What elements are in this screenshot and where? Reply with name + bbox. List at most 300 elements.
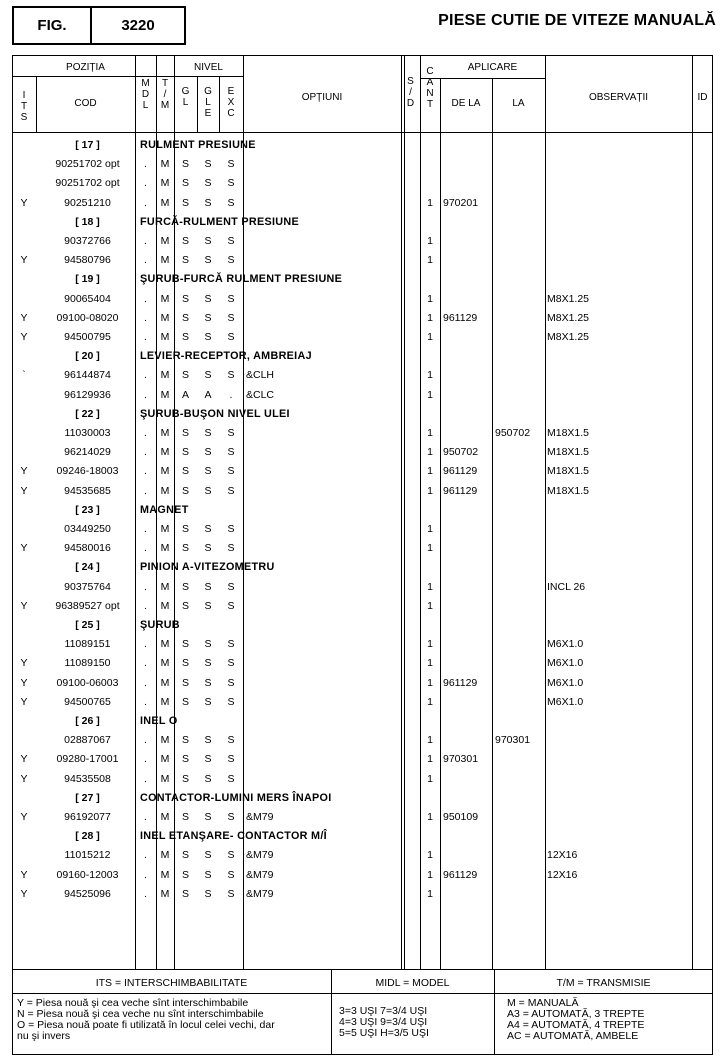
cell-obs: 12X16 xyxy=(547,869,578,881)
group-number: [ 25 ] xyxy=(75,619,100,631)
cell-de-la: 961129 xyxy=(443,869,478,881)
cell-mdl: . xyxy=(144,542,147,554)
header-id: ID xyxy=(697,92,708,103)
cell-mdl: . xyxy=(144,696,147,708)
cell-gle: S xyxy=(204,369,212,381)
cell-gle: S xyxy=(204,657,212,669)
cell-obs: M18X1.5 xyxy=(547,465,590,477)
cell-mdl: . xyxy=(144,312,147,324)
cell-tm: M xyxy=(160,600,170,612)
cell-tm: M xyxy=(160,888,170,900)
cell-gle: S xyxy=(204,427,212,439)
cell-its: Y xyxy=(20,869,28,881)
cell-cod: 94500795 xyxy=(64,331,111,343)
cell-mdl: . xyxy=(144,849,147,861)
cell-cant: 1 xyxy=(427,197,433,209)
cell-tm: M xyxy=(160,869,170,881)
cell-exc: S xyxy=(227,331,235,343)
cell-gle: S xyxy=(204,235,212,247)
legend-tm-title: T/M = TRANSMISIE xyxy=(556,977,651,989)
cell-gle: S xyxy=(204,293,212,305)
cell-its: ` xyxy=(22,369,26,381)
cell-tm: M xyxy=(160,465,170,477)
cell-obs: M6X1.0 xyxy=(547,657,584,669)
cell-its: Y xyxy=(20,657,28,669)
group-number: [ 17 ] xyxy=(75,139,100,151)
group-number: [ 19 ] xyxy=(75,273,100,285)
cell-exc: S xyxy=(227,811,235,823)
legend-tm-line: AC = AUTOMATĂ, AMBELE xyxy=(507,1030,639,1042)
cell-obs: M18X1.5 xyxy=(547,485,590,497)
cell-its: Y xyxy=(20,312,28,324)
cell-exc: S xyxy=(227,638,235,650)
header-cod: COD xyxy=(74,98,97,109)
cell-cant: 1 xyxy=(427,849,433,861)
cell-cant: 1 xyxy=(427,331,433,343)
cell-gle: S xyxy=(204,600,212,612)
cell-cod: 02887067 xyxy=(64,734,111,746)
cell-exc: S xyxy=(227,753,235,765)
cell-gl: S xyxy=(181,677,189,689)
cell-cant: 1 xyxy=(427,523,433,535)
cell-exc: S xyxy=(227,888,235,900)
legend-mdl-line: 4=3 UŞI 9=3/4 UŞI xyxy=(339,1016,428,1028)
cell-obs: M6X1.0 xyxy=(547,677,584,689)
cell-mdl: . xyxy=(144,235,147,247)
cell-cant: 1 xyxy=(427,638,433,650)
cell-gl: S xyxy=(181,158,189,170)
cell-de-la: 950109 xyxy=(443,811,479,823)
cell-exc: S xyxy=(227,197,235,209)
cell-cod: 09100-06003 xyxy=(56,677,119,689)
cell-cod: 11089151 xyxy=(64,638,111,650)
cell-tm: M xyxy=(160,773,170,785)
cell-its: Y xyxy=(20,888,28,900)
cell-cod: 96389527 opt xyxy=(55,600,120,612)
cell-gle: S xyxy=(204,869,212,881)
cell-cod: 09100-08020 xyxy=(56,312,119,324)
cell-gle: S xyxy=(204,254,212,266)
cell-gl: S xyxy=(181,869,189,881)
cell-cant: 1 xyxy=(427,465,433,477)
cell-gl: S xyxy=(181,312,189,324)
cell-its: Y xyxy=(20,542,28,554)
cell-gl: S xyxy=(181,369,189,381)
cell-cant: 1 xyxy=(427,869,433,881)
cell-gl: S xyxy=(181,888,189,900)
cell-tm: M xyxy=(160,158,170,170)
cell-tm: M xyxy=(160,389,170,401)
cell-its: Y xyxy=(20,773,28,785)
cell-cant: 1 xyxy=(427,389,433,401)
legend-its-line: O = Piesa nouă poate fi utilizată în locul celei vechi, dar xyxy=(17,1019,275,1031)
legend-mdl-title: MIDL = MODEL xyxy=(375,977,450,989)
group-number: [ 26 ] xyxy=(75,715,100,727)
cell-gl: S xyxy=(181,427,189,439)
cell-exc: S xyxy=(227,177,235,189)
group-number: [ 18 ] xyxy=(75,216,100,228)
cell-gle: S xyxy=(204,446,212,458)
cell-gle: S xyxy=(204,849,212,861)
legend-its-list xyxy=(17,998,329,1042)
cell-gl: S xyxy=(181,465,189,477)
cell-exc: S xyxy=(227,158,235,170)
cell-exc: S xyxy=(227,312,235,324)
legend-tm-line: A3 = AUTOMATĂ, 3 TREPTE xyxy=(507,1008,645,1020)
cell-cod: 94500765 xyxy=(64,696,111,708)
cell-cant: 1 xyxy=(427,427,433,439)
cell-exc: S xyxy=(227,369,235,381)
cell-cant: 1 xyxy=(427,773,433,785)
cell-cant: 1 xyxy=(427,485,433,497)
header-cant: C A N T xyxy=(426,66,434,110)
cell-gle: S xyxy=(204,312,212,324)
cell-mdl: . xyxy=(144,638,147,650)
cell-cod: 96129936 xyxy=(64,389,111,401)
cell-tm: M xyxy=(160,638,170,650)
cell-tm: M xyxy=(160,581,170,593)
cell-cant: 1 xyxy=(427,696,433,708)
cell-cod: 03449250 xyxy=(64,523,111,535)
cell-gl: S xyxy=(181,581,189,593)
cell-its: Y xyxy=(20,254,28,266)
cell-cant: 1 xyxy=(427,811,433,823)
cell-gle: S xyxy=(204,638,212,650)
cell-mdl: . xyxy=(144,581,147,593)
cell-cod: 94525096 xyxy=(64,888,111,900)
cell-gle: S xyxy=(204,197,212,209)
cell-cod: 90375764 xyxy=(64,581,111,593)
cell-cod: 94535685 xyxy=(64,485,111,497)
cell-gle: S xyxy=(204,465,212,477)
cell-exc: S xyxy=(227,773,235,785)
legend-its-line: N = Piesa nouă şi cea veche nu sînt interschimbabile xyxy=(17,1008,264,1020)
cell-gle: S xyxy=(204,888,212,900)
cell-gle: S xyxy=(204,581,212,593)
cell-obs: M8X1.25 xyxy=(547,331,590,343)
cell-cod: 90065404 xyxy=(64,293,111,305)
legend-its-title: ITS = INTERSCHIMBABILITATE xyxy=(95,977,248,989)
cell-exc: S xyxy=(227,542,235,554)
cell-gle: S xyxy=(204,677,212,689)
header-observatii: OBSERVAȚII xyxy=(588,92,649,103)
cell-gl: S xyxy=(181,638,189,650)
legend-its-line: Y = Piesa nouă şi cea veche sînt interschimbabile xyxy=(17,997,249,1009)
cell-tm: M xyxy=(160,177,170,189)
cell-mdl: . xyxy=(144,657,147,669)
legend-mdl-line: 3=3 UŞI 7=3/4 UŞI xyxy=(339,1005,428,1017)
cell-mdl: . xyxy=(144,811,147,823)
cell-tm: M xyxy=(160,369,170,381)
group-number: [ 23 ] xyxy=(75,504,100,516)
cell-mdl: . xyxy=(144,369,147,381)
cell-obs: INCL 26 xyxy=(547,581,586,593)
cell-de-la: 961129 xyxy=(443,677,478,689)
header-its: I T S xyxy=(20,90,28,123)
cell-tm: M xyxy=(160,485,170,497)
cell-obs: M18X1.5 xyxy=(547,446,590,458)
cell-tm: M xyxy=(160,811,170,823)
cell-cod: 09246-18003 xyxy=(56,465,119,477)
header-de-la: DE LA xyxy=(451,98,481,109)
cell-its: Y xyxy=(20,465,28,477)
cell-gle: S xyxy=(204,696,212,708)
cell-exc: S xyxy=(227,254,235,266)
group-name: ŞURUB-FURCĂ RULMENT PRESIUNE xyxy=(140,273,343,285)
page-title: PIESE CUTIE DE VITEZE MANUALĂ xyxy=(438,12,716,29)
legend-tm-line: M = MANUALĂ xyxy=(507,997,579,1009)
header-gl: G L xyxy=(181,86,190,108)
group-name: PINION A-VITEZOMETRU xyxy=(140,561,275,573)
fig-number-box xyxy=(90,6,186,45)
cell-its: Y xyxy=(20,677,28,689)
legend-mdl-line: 5=5 UŞI H=3/5 UŞI xyxy=(339,1027,429,1039)
cell-gl: S xyxy=(181,542,189,554)
cell-mdl: . xyxy=(144,446,147,458)
cell-gle: S xyxy=(204,773,212,785)
cell-la: 970301 xyxy=(495,734,531,746)
group-name: RULMENT PRESIUNE xyxy=(140,139,256,151)
legend-mdl-list xyxy=(339,1006,489,1039)
cell-exc: S xyxy=(227,696,235,708)
cell-cod: 90251210 xyxy=(64,197,111,209)
cell-de-la: 950702 xyxy=(443,446,479,458)
cell-opt: &M79 xyxy=(246,811,274,823)
cell-exc: S xyxy=(227,465,235,477)
header-exc: E X C xyxy=(227,86,235,119)
cell-cant: 1 xyxy=(427,235,433,247)
cell-cod: 96214029 xyxy=(64,446,111,458)
legend-its-line: nu şi invers xyxy=(17,1030,71,1042)
cell-cant: 1 xyxy=(427,600,433,612)
cell-exc: S xyxy=(227,869,235,881)
cell-gle: S xyxy=(204,542,212,554)
cell-cod: 96144874 xyxy=(64,369,111,381)
cell-gle: S xyxy=(204,523,212,535)
header-mdl: M D L xyxy=(141,78,150,111)
cell-de-la: 961129 xyxy=(443,485,478,497)
cell-gl: S xyxy=(181,446,189,458)
cell-cod: 90251702 opt xyxy=(55,158,120,170)
cell-cant: 1 xyxy=(427,888,433,900)
cell-exc: S xyxy=(227,657,235,669)
cell-gle: S xyxy=(204,485,212,497)
cell-tm: M xyxy=(160,312,170,324)
cell-gle: S xyxy=(204,331,212,343)
cell-cod: 94580796 xyxy=(64,254,111,266)
cell-mdl: . xyxy=(144,293,147,305)
group-name: INEL ETANŞARE- CONTACTOR M/Î xyxy=(140,830,327,842)
cell-its: Y xyxy=(20,753,28,765)
cell-mdl: . xyxy=(144,197,147,209)
header-aplicare: APLICARE xyxy=(467,62,518,73)
cell-its: Y xyxy=(20,331,28,343)
cell-gl: S xyxy=(181,849,189,861)
cell-de-la: 961129 xyxy=(443,465,478,477)
cell-mdl: . xyxy=(144,677,147,689)
cell-cant: 1 xyxy=(427,254,433,266)
cell-tm: M xyxy=(160,677,170,689)
group-number: [ 27 ] xyxy=(75,792,100,804)
group-name: ŞURUB xyxy=(140,619,180,631)
cell-mdl: . xyxy=(144,753,147,765)
cell-tm: M xyxy=(160,235,170,247)
cell-cant: 1 xyxy=(427,446,433,458)
cell-gl: S xyxy=(181,523,189,535)
group-name: CONTACTOR-LUMINI MERS ÎNAPOI xyxy=(140,792,332,804)
cell-mdl: . xyxy=(144,888,147,900)
cell-opt: &M79 xyxy=(246,849,274,861)
header-gle: G L E xyxy=(204,86,212,119)
cell-gle: S xyxy=(204,753,212,765)
cell-cod: 09280-17001 xyxy=(56,753,119,765)
cell-opt: &CLH xyxy=(246,369,275,381)
cell-exc: S xyxy=(227,293,235,305)
cell-gle: A xyxy=(204,389,212,401)
cell-cod: 11089150 xyxy=(64,657,111,669)
cell-tm: M xyxy=(160,696,170,708)
cell-obs: M6X1.0 xyxy=(547,696,584,708)
cell-gl: S xyxy=(181,657,189,669)
cell-gl: S xyxy=(181,811,189,823)
cell-gl: S xyxy=(181,734,189,746)
header-nivel: NIVEL xyxy=(194,62,223,73)
cell-exc: S xyxy=(227,600,235,612)
cell-tm: M xyxy=(160,331,170,343)
cell-its: Y xyxy=(20,696,28,708)
cell-cod: 94535508 xyxy=(64,773,111,785)
header-pozitia: POZIȚIA xyxy=(66,62,105,73)
cell-cant: 1 xyxy=(427,369,433,381)
cell-gl: S xyxy=(181,197,189,209)
cell-gl: S xyxy=(181,254,189,266)
cell-its: Y xyxy=(20,600,28,612)
cell-its: Y xyxy=(20,197,28,209)
header-tm: T / M xyxy=(160,78,170,111)
cell-cant: 1 xyxy=(427,581,433,593)
cell-exc: S xyxy=(227,849,235,861)
cell-exc: S xyxy=(227,677,235,689)
cell-mdl: . xyxy=(144,427,147,439)
cell-gl: S xyxy=(181,177,189,189)
header-la: LA xyxy=(512,98,525,109)
cell-exc: S xyxy=(227,581,235,593)
cell-mdl: . xyxy=(144,600,147,612)
cell-mdl: . xyxy=(144,331,147,343)
cell-cant: 1 xyxy=(427,542,433,554)
cell-de-la: 961129 xyxy=(443,312,478,324)
cell-cod: 96192077 xyxy=(64,811,111,823)
cell-cod: 90372766 xyxy=(64,235,111,247)
group-name: ŞURUB-BUŞON NIVEL ULEI xyxy=(140,408,290,420)
cell-gl: S xyxy=(181,753,189,765)
cell-mdl: . xyxy=(144,389,147,401)
cell-gl: S xyxy=(181,235,189,247)
fig-number: 3220 xyxy=(121,17,155,34)
cell-tm: M xyxy=(160,542,170,554)
cell-la: 950702 xyxy=(495,427,531,439)
cell-obs: M18X1.5 xyxy=(547,427,590,439)
header-optiuni: OPȚIUNI xyxy=(301,92,343,103)
cell-obs: M8X1.25 xyxy=(547,293,590,305)
group-number: [ 22 ] xyxy=(75,408,100,420)
cell-gle: S xyxy=(204,177,212,189)
cell-de-la: 970301 xyxy=(443,753,479,765)
cell-its: Y xyxy=(20,485,28,497)
cell-mdl: . xyxy=(144,465,147,477)
cell-tm: M xyxy=(160,734,170,746)
cell-cod: 09160-12003 xyxy=(56,869,119,881)
cell-tm: M xyxy=(160,446,170,458)
cell-mdl: . xyxy=(144,485,147,497)
legend-tm-list xyxy=(507,998,707,1042)
cell-gl: S xyxy=(181,331,189,343)
cell-opt: &M79 xyxy=(246,869,274,881)
group-name: INEL O xyxy=(140,715,178,727)
cell-cod: 11015212 xyxy=(64,849,111,861)
cell-gle: S xyxy=(204,811,212,823)
cell-gl: S xyxy=(181,293,189,305)
group-name: LEVIER-RECEPTOR, AMBREIAJ xyxy=(140,350,312,362)
fig-label-box xyxy=(12,6,92,45)
group-number: [ 24 ] xyxy=(75,561,100,573)
group-name: MAGNET xyxy=(140,504,189,516)
cell-gl: S xyxy=(181,485,189,497)
cell-exc: S xyxy=(227,427,235,439)
cell-mdl: . xyxy=(144,177,147,189)
cell-cod: 94580016 xyxy=(64,542,111,554)
cell-exc: S xyxy=(227,446,235,458)
cell-tm: M xyxy=(160,657,170,669)
cell-cant: 1 xyxy=(427,293,433,305)
cell-exc: S xyxy=(227,235,235,247)
cell-mdl: . xyxy=(144,158,147,170)
cell-exc: S xyxy=(227,734,235,746)
cell-exc: S xyxy=(227,523,235,535)
cell-cant: 1 xyxy=(427,312,433,324)
cell-tm: M xyxy=(160,427,170,439)
cell-mdl: . xyxy=(144,869,147,881)
cell-cant: 1 xyxy=(427,657,433,669)
cell-tm: M xyxy=(160,849,170,861)
cell-obs: M6X1.0 xyxy=(547,638,584,650)
cell-gl: S xyxy=(181,696,189,708)
cell-cant: 1 xyxy=(427,753,433,765)
group-number: [ 20 ] xyxy=(75,350,100,362)
cell-gl: A xyxy=(181,389,189,401)
header-sd: S / D xyxy=(406,76,415,109)
cell-gl: S xyxy=(181,773,189,785)
cell-its: Y xyxy=(20,811,28,823)
cell-opt: &M79 xyxy=(246,888,274,900)
cell-obs: 12X16 xyxy=(547,849,578,861)
cell-exc: . xyxy=(229,389,233,401)
cell-tm: M xyxy=(160,254,170,266)
cell-cant: 1 xyxy=(427,677,433,689)
group-name: FURCĂ-RULMENT PRESIUNE xyxy=(140,216,299,228)
cell-gle: S xyxy=(204,158,212,170)
cell-cod: 11030003 xyxy=(64,427,111,439)
cell-gle: S xyxy=(204,734,212,746)
cell-exc: S xyxy=(227,485,235,497)
cell-tm: M xyxy=(160,753,170,765)
cell-tm: M xyxy=(160,523,170,535)
cell-mdl: . xyxy=(144,523,147,535)
cell-cod: 90251702 opt xyxy=(55,177,120,189)
cell-mdl: . xyxy=(144,734,147,746)
cell-cant: 1 xyxy=(427,734,433,746)
cell-tm: M xyxy=(160,197,170,209)
